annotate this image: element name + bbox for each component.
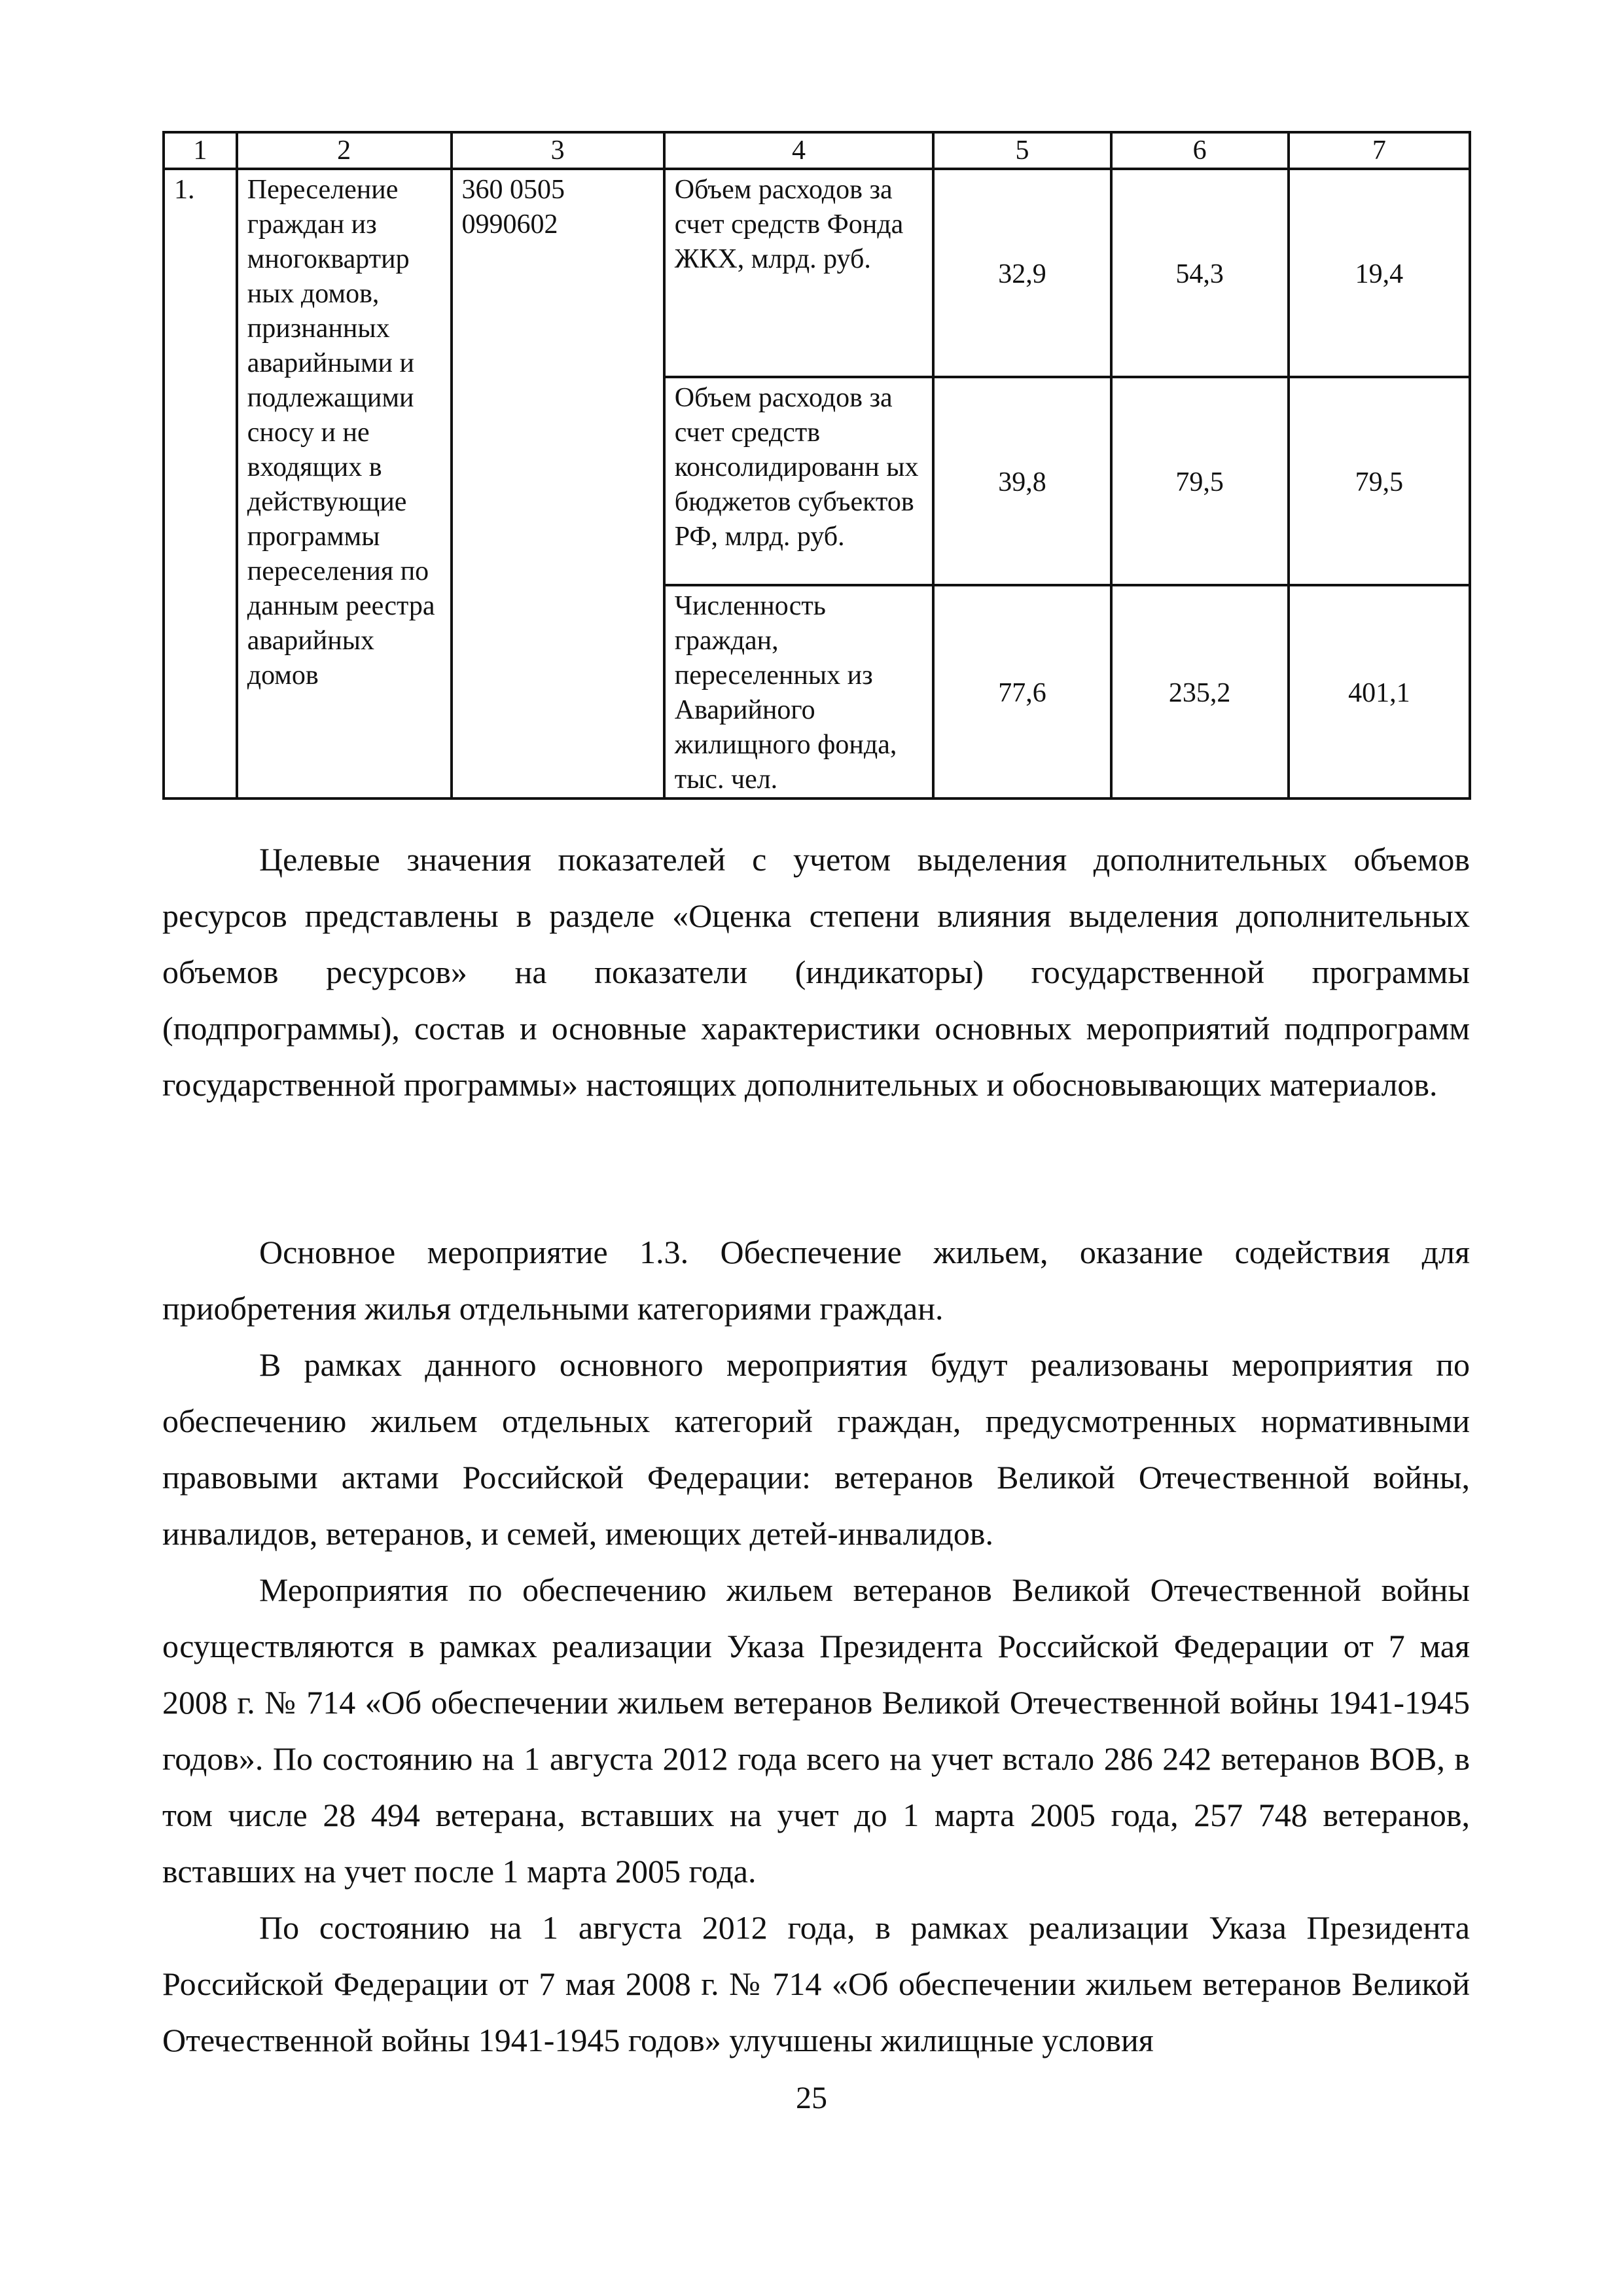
indicator-label: Объем расходов за счет средств Фонда ЖКХ, млрд. руб. — [664, 169, 934, 377]
value-col5: 77,6 — [933, 585, 1111, 798]
budget-code: 360 0505 0990602 — [452, 169, 664, 798]
indicator-label: Объем расходов за счет средств консолидированн ых бюджетов субъектов РФ, млрд. руб. — [664, 377, 934, 585]
paragraph-block-targets — [162, 831, 1470, 1113]
value-col6: 54,3 — [1111, 169, 1289, 377]
header-cell: 5 — [933, 132, 1111, 169]
header-cell: 3 — [452, 132, 664, 169]
row-number: 1. — [164, 169, 237, 798]
paragraph-block-main — [162, 1224, 1470, 2068]
value-col7: 79,5 — [1289, 377, 1470, 585]
page-number: 25 — [796, 2081, 827, 2115]
paragraph-target-values: Целевые значения показателей с учетом выделения дополнительных объемов ресурсов представлены в разделе «Оценка степени влияния выделения дополнительных объемов ресурсов» на показатели (индикаторы) государственной программы (подпрограммы), состав и основные характеристики основных мероприятий подпрограмм государственной программы» настоящих дополнительных и обосновывающих материалов. — [162, 841, 1470, 1103]
table-row — [164, 169, 1470, 377]
paragraph-decree-status: По состоянию на 1 августа 2012 года, в рамках реализации Указа Президента Российской Федерации от 7 мая 2008 г. № 714 «Об обеспечении жильем ветеранов Великой Отечественной войны 1941-1945 годов» улучшены жилищные условия — [162, 1909, 1470, 2058]
value-col5: 39,8 — [933, 377, 1111, 585]
indicator-label: Численность граждан, переселенных из Аварийного жилищного фонда, тыс. чел. — [664, 585, 934, 798]
value-col6: 79,5 — [1111, 377, 1289, 585]
value-col7: 19,4 — [1289, 169, 1470, 377]
header-cell: 2 — [237, 132, 452, 169]
paragraph-veterans-decree: Мероприятия по обеспечению жильем ветеранов Великой Отечественной войны осуществляются в рамках реализации Указа Президента Российской Федерации от 7 мая 2008 г. № 714 «Об обеспечении жильем ветеранов Великой Отечественной войны 1941-1945 годов». По состоянию на 1 августа 2012 года всего на учет встало 286 242 ветеранов ВОВ, в том числе 28 494 ветерана, вставших на учет до 1 марта 2005 года, 257 748 ветеранов, вставших на учет после 1 марта 2005 года. — [162, 1571, 1470, 1890]
value-col6: 235,2 — [1111, 585, 1289, 798]
paragraph-main-measure: Основное мероприятие 1.3. Обеспечение жильем, оказание содействия для приобретения жилья отдельными категориями граждан. — [162, 1234, 1470, 1327]
header-cell: 6 — [1111, 132, 1289, 169]
header-cell: 4 — [664, 132, 934, 169]
header-cell: 1 — [164, 132, 237, 169]
header-cell: 7 — [1289, 132, 1470, 169]
value-col5: 32,9 — [933, 169, 1111, 377]
table-header-row — [164, 132, 1470, 169]
paragraph-housing-categories: В рамках данного основного мероприятия будут реализованы мероприятия по обеспечению жильем отдельных категорий граждан, предусмотренных нормативными правовыми актами Российской Федерации: ветеранов Великой Отечественной войны, инвалидов, ветеранов, и семей, имеющих детей-инвалидов. — [162, 1346, 1470, 1552]
measure-name: Переселение граждан из многоквартир ных домов, признанных аварийными и подлежащими сносу и не входящих в действующие программы переселения по данным реестра аварийных домов — [237, 169, 452, 798]
value-col7: 401,1 — [1289, 585, 1470, 798]
indicators-table — [162, 131, 1471, 800]
